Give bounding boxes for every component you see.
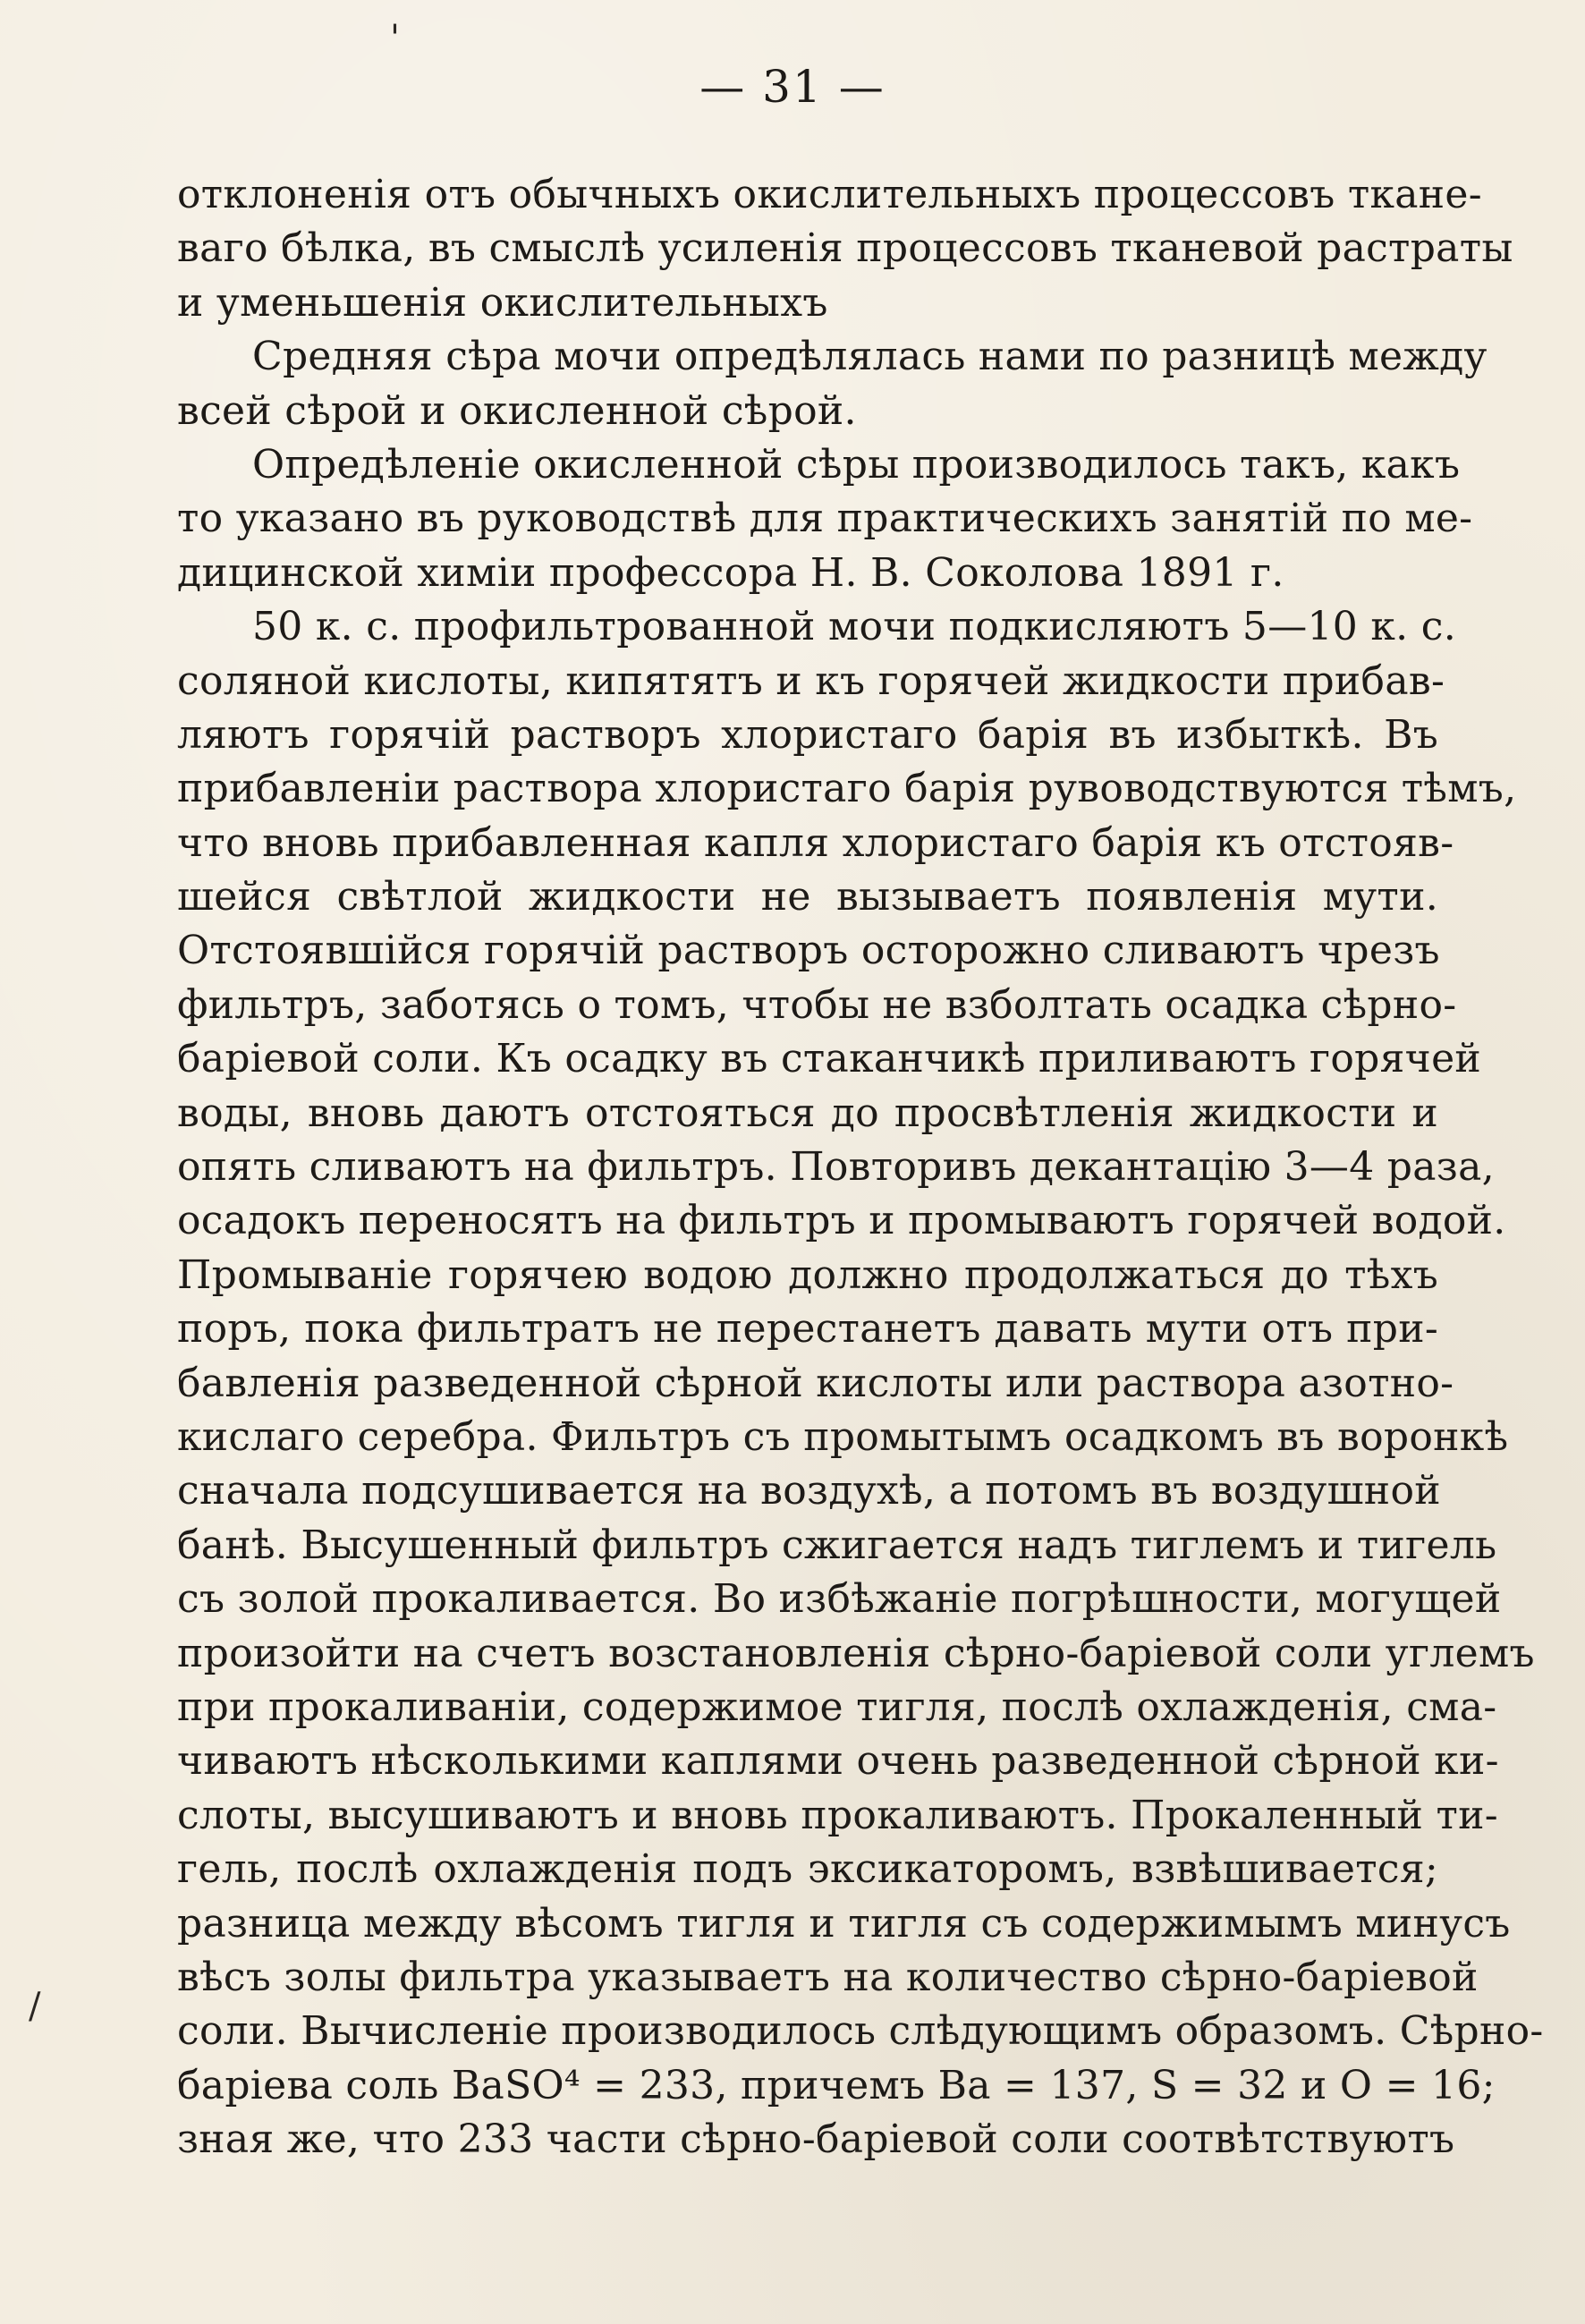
text-line: и уменьшенія окислительныхъ — [177, 279, 828, 326]
text-line: гель, послѣ охлажденія подъ эксикаторомъ, взвѣшивается; — [177, 1846, 1438, 1893]
text-line: бавленія разведенной сѣрной кислоты или раствора азотно- — [177, 1360, 1454, 1406]
text-line: отклоненія отъ обычныхъ окислительныхъ процессовъ ткане- — [177, 172, 1482, 217]
text-line: слоты, высушиваютъ и вновь прокаливаютъ. Прокаленный ти- — [177, 1792, 1498, 1838]
text-line: дицинской химіи профессора Н. В. Соколова 1891 г. — [177, 549, 1284, 596]
text-line: сначала подсушивается на воздухѣ, а потомъ въ воздушной — [177, 1468, 1441, 1514]
text-line: Средняя сѣра мочи опредѣлялась нами по разницѣ между — [252, 334, 1488, 380]
body-text — [177, 168, 1544, 2167]
text-line: воды, вновь даютъ отстояться до просвѣтленія жидкости и — [177, 1090, 1438, 1136]
text-line: ваго бѣлка, въ смыслѣ усиленія процессовъ тканевой растраты — [177, 225, 1513, 272]
text-line: поръ, пока фильтратъ не перестанетъ давать мути отъ при- — [177, 1306, 1438, 1353]
text-line: произойти на счетъ возстановленія сѣрно-баріевой соли углемъ — [177, 1630, 1535, 1676]
text-line: прибавленіи раствора хлористаго барія рувоводствуются тѣмъ, — [177, 766, 1517, 812]
text-line: соли. Вычисленіе производилось слѣдующимъ образомъ. Сѣрно- — [177, 2008, 1544, 2055]
text-line: фильтръ, заботясь о томъ, чтобы не взболтать осадка сѣрно- — [177, 981, 1457, 1028]
margin-mark: / — [29, 1986, 41, 2027]
text-line: баріевой соли. Къ осадку въ стаканчикѣ приливаютъ горячей — [177, 1036, 1482, 1082]
text-line: ляютъ горячій растворъ хлористаго барія въ избыткѣ. Въ — [177, 711, 1438, 758]
text-line: чиваютъ нѣсколькими каплями очень разведенной сѣрной ки- — [177, 1738, 1499, 1785]
text-line: зная же, что 233 части сѣрно-баріевой соли соотвѣтствуютъ — [177, 2116, 1455, 2163]
text-line: разница между вѣсомъ тигля и тигля съ содержимымъ минусъ — [177, 1900, 1511, 1947]
text-line: Промываніе горячею водою должно продолжаться до тѣхъ — [177, 1251, 1438, 1298]
text-line: что вновь прибавленная капля хлористаго барія къ отстояв- — [177, 819, 1454, 866]
margin-mark: ' — [390, 18, 400, 59]
text-line: баріева соль BaSO⁴ = 233, причемъ Ba = 137, S = 32 и O = 16; — [177, 2062, 1496, 2108]
page-number: — 31 — — [699, 61, 886, 113]
text-line: 50 к. с. профильтрованной мочи подкисляютъ 5—10 к. с. — [252, 604, 1456, 650]
text-line: осадокъ переносятъ на фильтръ и промываютъ горячей водой. — [177, 1198, 1506, 1244]
text-line: шейся свѣтлой жидкости не вызываетъ появленія мути. — [177, 874, 1438, 920]
text-line: кислаго серебра. Фильтръ съ промытымъ осадкомъ въ воронкѣ — [177, 1413, 1509, 1460]
text-line: то указано въ руководствѣ для практическихъ занятій по ме- — [177, 496, 1473, 542]
text-line: Отстоявшійся горячій растворъ осторожно сливаютъ чрезъ — [177, 928, 1440, 974]
text-line: съ золой прокаливается. Во избѣжаніе погрѣшности, могущей — [177, 1576, 1502, 1623]
text-line: опять сливаютъ на фильтръ. Повторивъ декантацію 3—4 раза, — [177, 1144, 1495, 1191]
text-line: соляной кислоты, кипятятъ и къ горячей жидкости прибав- — [177, 657, 1445, 704]
text-line: банѣ. Высушенный фильтръ сжигается надъ тиглемъ и тигель — [177, 1522, 1497, 1568]
text-line: Опредѣленіе окисленной сѣры производилось такъ, какъ — [252, 441, 1461, 488]
text-line: вѣсъ золы фильтра указываетъ на количество сѣрно-баріевой — [177, 1954, 1479, 2000]
text-line: при прокаливаніи, содержимое тигля, послѣ охлажденія, сма- — [177, 1684, 1497, 1730]
text-line: всей сѣрой и окисленной сѣрой. — [177, 387, 857, 434]
